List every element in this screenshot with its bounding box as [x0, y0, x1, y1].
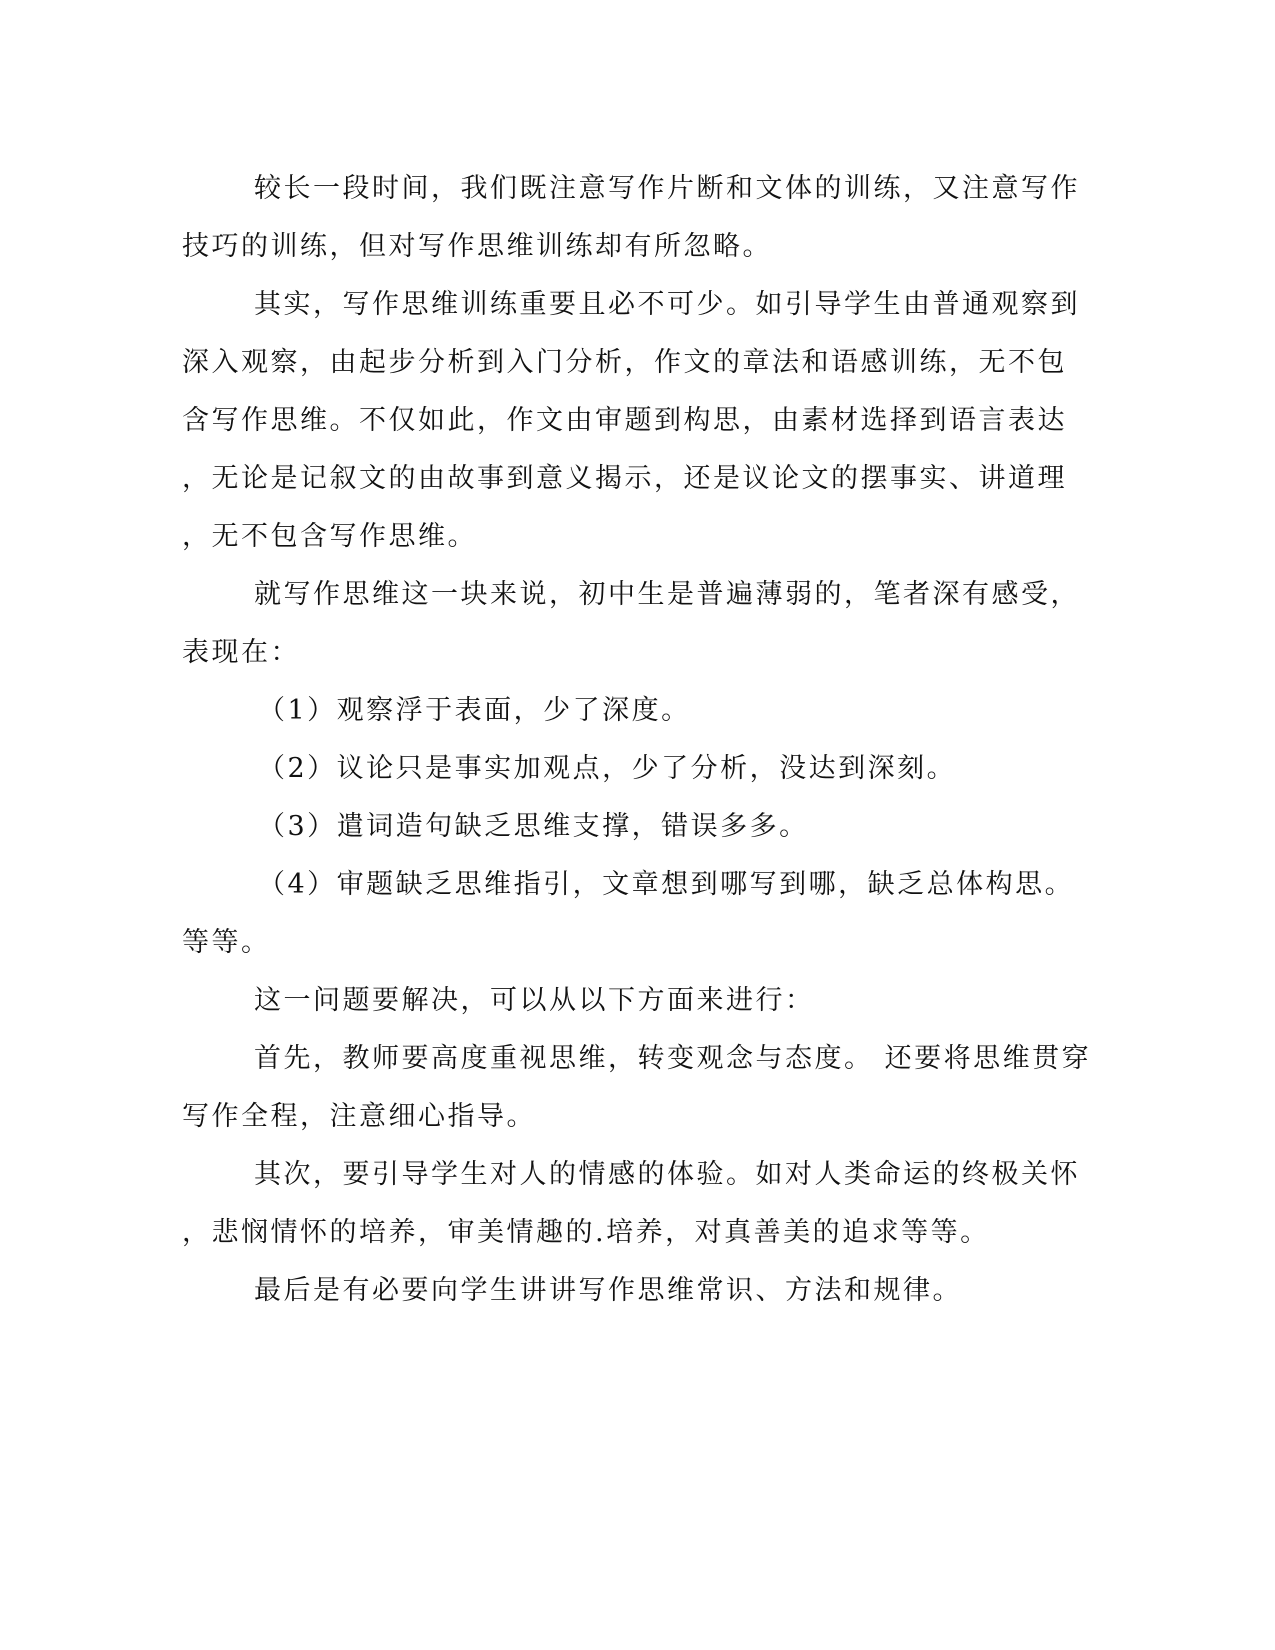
text-line: 含写作思维。不仅如此，作文由审题到构思，由素材选择到语言表达: [182, 405, 1067, 436]
text-line: 这一问题要解决，可以从以下方面来进行：: [254, 985, 815, 1016]
text-line: 等等。: [182, 927, 271, 958]
text-line: 表现在：: [182, 637, 300, 668]
text-line: 深入观察，由起步分析到入门分析，作文的章法和语感训练，无不包: [182, 347, 1067, 378]
list-item: （2）议论只是事实加观点，少了分析，没达到深刻。: [258, 753, 957, 784]
text-line: 就写作思维这一块来说，初中生是普遍薄弱的，笔者深有感受，: [254, 579, 1080, 610]
text-line: 写作全程，注意细心指导。: [182, 1101, 536, 1132]
list-item: （3）遣词造句缺乏思维支撑，错误多多。: [258, 811, 809, 842]
text-line: ，无论是记叙文的由故事到意义揭示，还是议论文的摆事实、讲道理: [182, 463, 1067, 494]
text-line: 较长一段时间，我们既注意写作片断和文体的训练，又注意写作: [254, 173, 1080, 204]
list-item: （4）审题缺乏思维指引，文章想到哪写到哪，缺乏总体构思。: [258, 869, 1075, 900]
text-line: ，无不包含写作思维。: [182, 521, 477, 552]
text-line: 最后是有必要向学生讲讲写作思维常识、方法和规律。: [254, 1275, 962, 1306]
document-body: [182, 160, 1092, 1320]
text-line: 其实，写作思维训练重要且必不可少。如引导学生由普通观察到: [254, 289, 1080, 320]
text-line: 技巧的训练，但对写作思维训练却有所忽略。: [182, 231, 772, 262]
text-line: 首先，教师要高度重视思维，转变观念与态度。 还要将思维贯穿: [254, 1043, 1092, 1074]
text-line: ，悲悯情怀的培养，审美情趣的.培养，对真善美的追求等等。: [182, 1217, 990, 1248]
text-line: 其次，要引导学生对人的情感的体验。如对人类命运的终极关怀: [254, 1159, 1080, 1190]
list-item: （1）观察浮于表面，少了深度。: [258, 695, 691, 726]
